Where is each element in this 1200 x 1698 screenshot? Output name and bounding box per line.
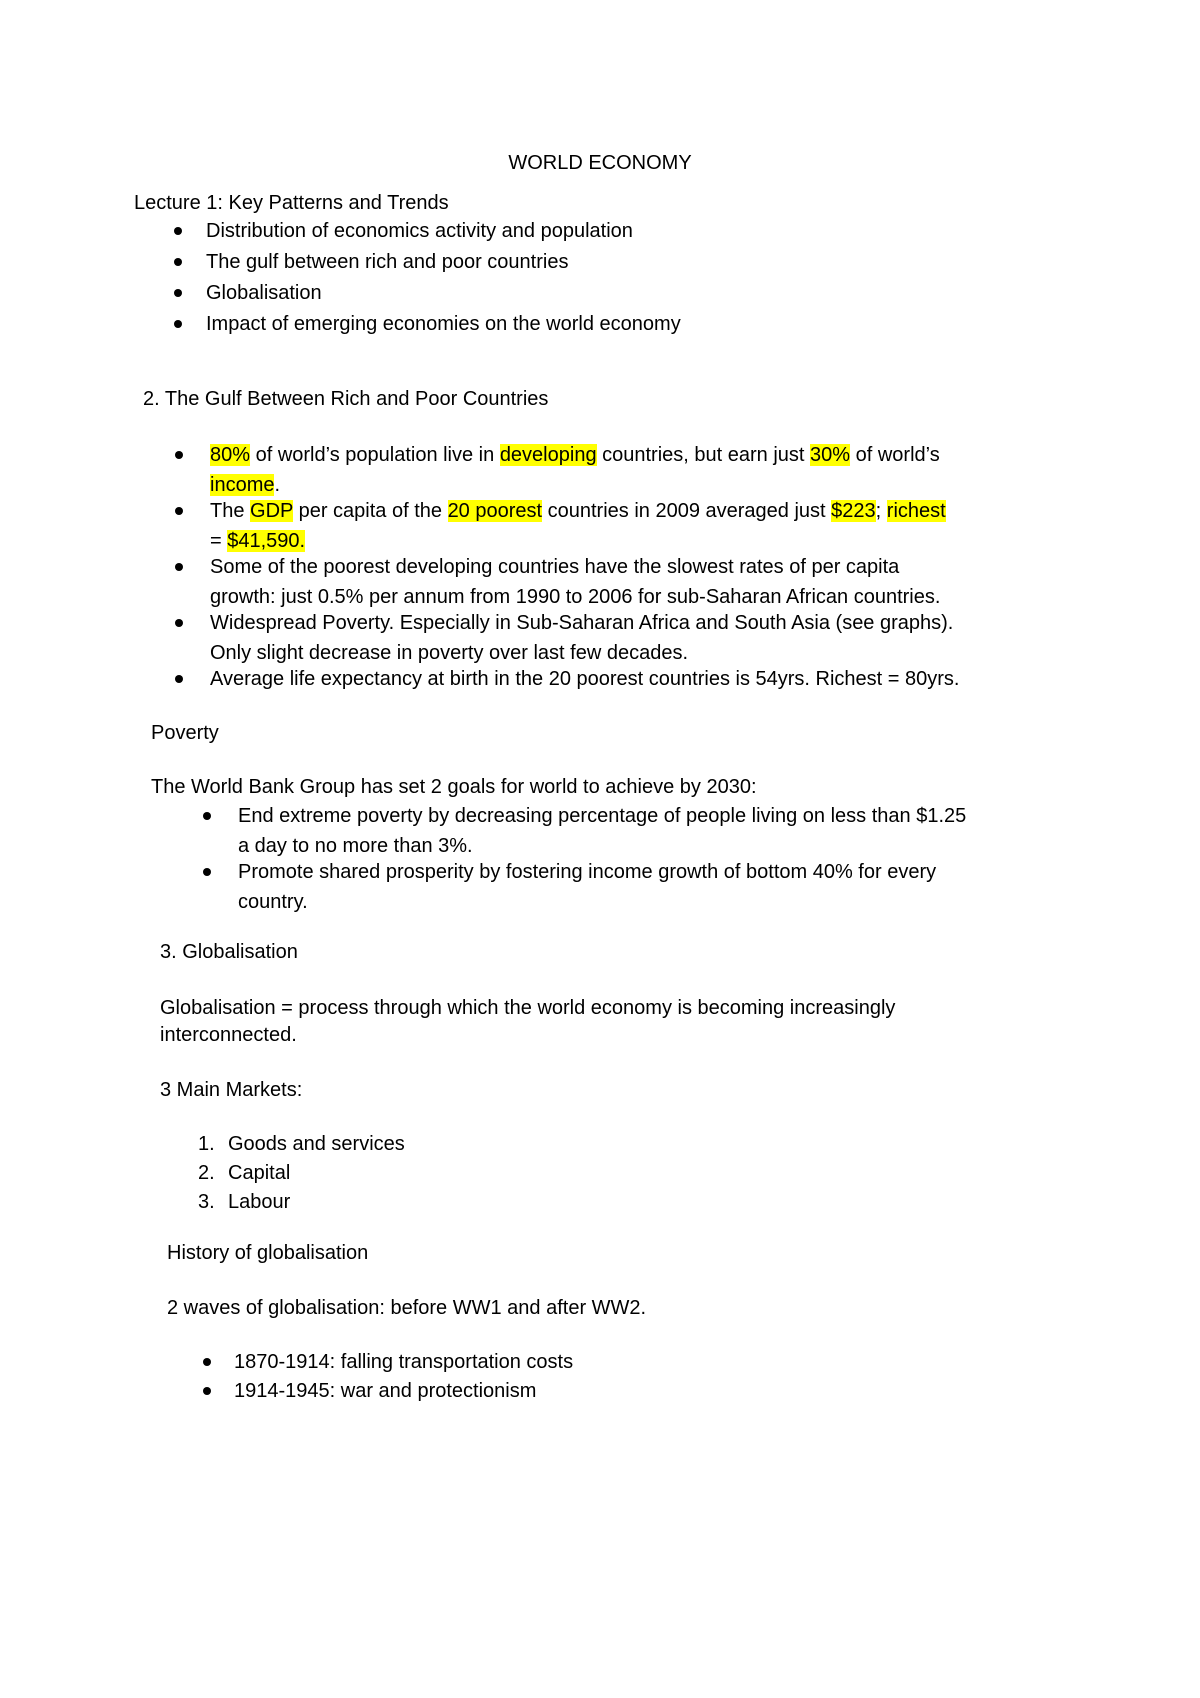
- highlight: income: [210, 474, 275, 496]
- history-heading: History of globalisation: [167, 1242, 369, 1264]
- list-item: [158, 801, 966, 861]
- globalisation-definition: [160, 993, 895, 1050]
- text-line: Only slight decrease in poverty over last few decades.: [210, 642, 689, 664]
- list-item: 1870-1914: falling transportation costs: [162, 1347, 573, 1376]
- highlight: developing: [499, 444, 597, 466]
- text-line: Some of the poorest developing countries have the slowest rates of per capita: [210, 556, 900, 578]
- text-line: growth: just 0.5% per annum from 1990 to 2006 for sub-Saharan African countries.: [210, 586, 941, 608]
- list-item: The gulf between rich and poor countries: [134, 247, 681, 278]
- list-item: Distribution of economics activity and population: [134, 216, 681, 247]
- section-2-heading: 2. The Gulf Between Rich and Poor Countries: [143, 388, 549, 410]
- highlight: 20 poorest: [447, 500, 543, 522]
- text-line: a day to no more than 3%.: [238, 835, 473, 857]
- text-run: .: [274, 474, 281, 496]
- lecture-heading: Lecture 1: Key Patterns and Trends: [134, 192, 449, 214]
- list-number: 3.: [198, 1191, 215, 1213]
- lecture-topics-list: [134, 216, 681, 340]
- list-label: Labour: [228, 1191, 291, 1213]
- text-line: country.: [238, 891, 308, 913]
- list-item: [158, 1158, 405, 1187]
- text-run: countries in 2009 averaged just: [542, 500, 832, 522]
- section-3-heading: 3. Globalisation: [160, 941, 298, 963]
- highlight: GDP: [250, 500, 294, 522]
- highlight: 30%: [810, 444, 851, 466]
- gulf-facts-list: [130, 440, 959, 694]
- document-title: WORLD ECONOMY: [508, 152, 692, 174]
- list-item: [130, 608, 959, 668]
- text-run: =: [210, 530, 228, 552]
- list-number: 2.: [198, 1162, 215, 1184]
- text-line: Globalisation = process through which the world economy is becoming increasingly: [160, 997, 896, 1019]
- list-item: Globalisation: [134, 278, 681, 309]
- text-run: The: [210, 500, 251, 522]
- highlight: $41,590.: [227, 530, 306, 552]
- markets-heading: 3 Main Markets:: [160, 1079, 303, 1101]
- world-bank-goals-list: [158, 801, 966, 917]
- list-number: 1.: [198, 1133, 215, 1155]
- list-item: [130, 496, 959, 556]
- poverty-intro: The World Bank Group has set 2 goals for world to achieve by 2030:: [151, 776, 757, 798]
- text-run: ;: [875, 500, 887, 522]
- text-line: End extreme poverty by decreasing percentage of people living on less than $1.25: [238, 805, 967, 827]
- history-waves: 2 waves of globalisation: before WW1 and after WW2.: [167, 1297, 647, 1319]
- list-item: [130, 440, 959, 500]
- highlight: richest: [886, 500, 946, 522]
- text-run: of world’s: [850, 444, 940, 466]
- highlight: 80%: [210, 444, 251, 466]
- history-list: [162, 1347, 573, 1405]
- list-label: Goods and services: [228, 1133, 405, 1155]
- list-item: [158, 857, 966, 917]
- text-line: interconnected.: [160, 1024, 297, 1046]
- markets-list: [158, 1129, 405, 1216]
- text-run: of world’s population live in: [250, 444, 500, 466]
- list-item: [158, 1129, 405, 1158]
- text-run: per capita of the: [293, 500, 448, 522]
- list-item: [158, 1187, 405, 1216]
- list-item: [130, 552, 959, 612]
- list-item: [130, 664, 959, 694]
- text-run: countries, but earn just: [596, 444, 811, 466]
- list-item: Impact of emerging economies on the world economy: [134, 309, 681, 340]
- list-item: 1914-1945: war and protectionism: [162, 1376, 573, 1405]
- highlight: $223: [831, 500, 876, 522]
- poverty-heading: Poverty: [151, 722, 219, 744]
- list-label: Capital: [228, 1162, 291, 1184]
- text-line: Promote shared prosperity by fostering income growth of bottom 40% for every: [238, 861, 937, 883]
- text-line: Widespread Poverty. Especially in Sub-Saharan Africa and South Asia (see graphs).: [210, 612, 954, 634]
- text-line: Average life expectancy at birth in the 20 poorest countries is 54yrs. Richest = 80yrs.: [210, 668, 960, 690]
